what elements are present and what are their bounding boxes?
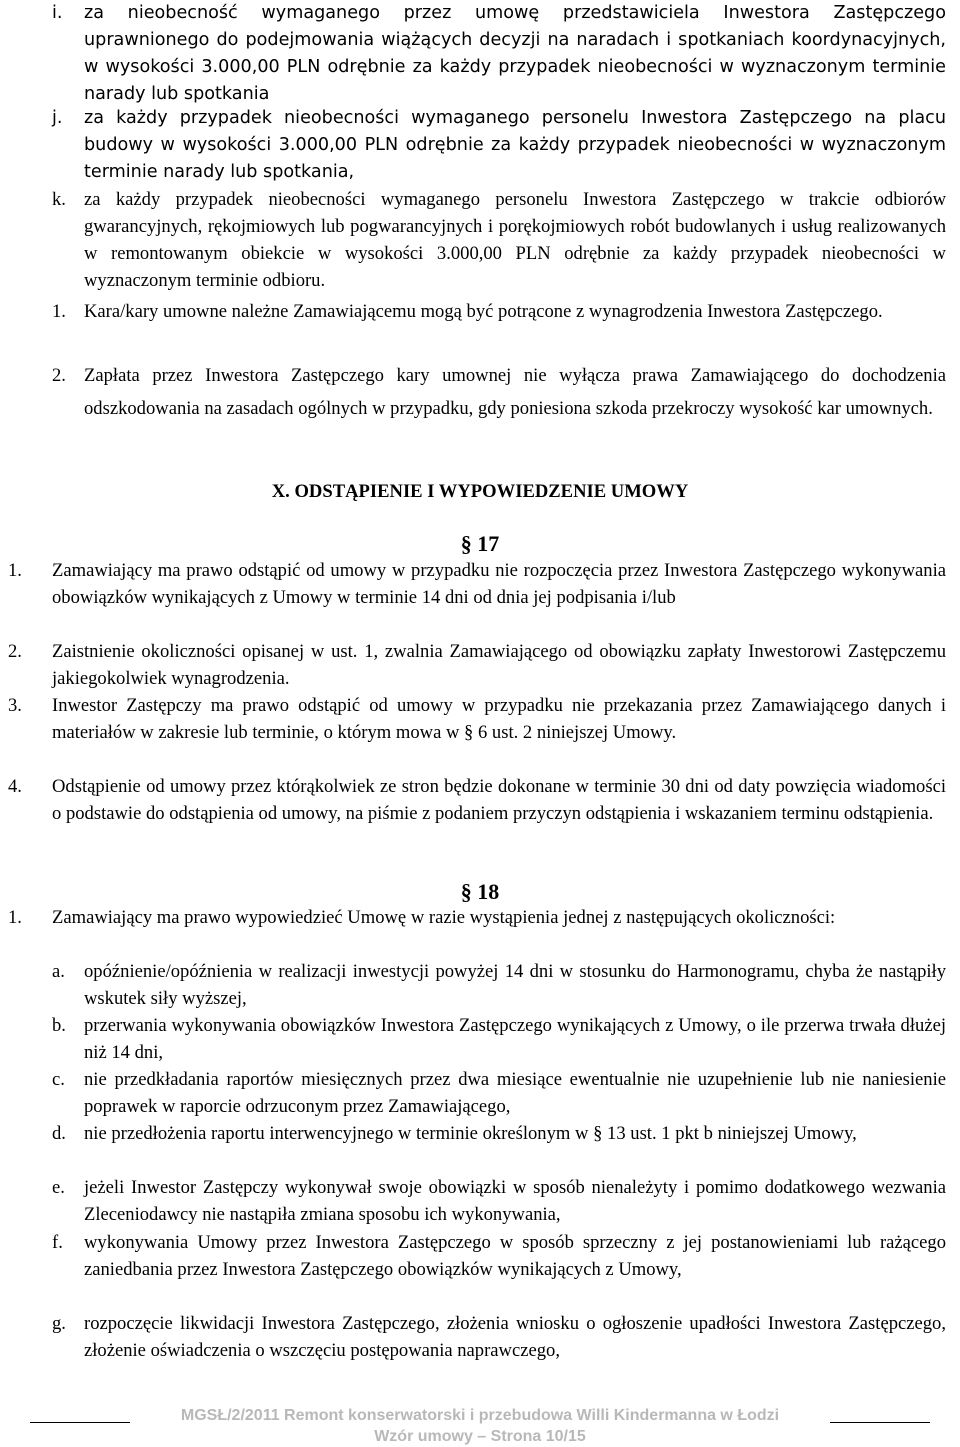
list-item-j	[52, 105, 946, 186]
list-marker: e.	[52, 1177, 65, 1198]
list-marker: i.	[52, 3, 63, 23]
list-marker: f.	[52, 1232, 63, 1253]
paragraph-18-title: § 18	[460, 879, 500, 904]
list-text: wykonywania Umowy przez Inwestora Zastępczego w sposób sprzeczny z jej postanowieniami lub rażącego zaniedbania przez Inwestora Zastępczego obowiązków wynikających z Umowy,	[84, 1232, 946, 1280]
list-marker: b.	[52, 1015, 66, 1036]
list-text: nie przedłożenia raportu interwencyjnego w terminie określonym w § 13 ust. 1 pkt b niniejszej Umowy,	[84, 1123, 857, 1144]
list-text: Zamawiający ma prawo wypowiedzieć Umowę w razie wystąpienia jednej z następujących okoliczności:	[52, 907, 836, 928]
list-text: za nieobecność wymaganego przez umowę przedstawiciela Inwestora Zastępczego uprawnionego do podejmowania wiążących decyzji na naradach i spotkaniach koordynacyjnych, w wysokości 3.000,00 PLN odrębnie za każdy przypadek nieobecności w wyznaczonym terminie narady lub spotkania	[84, 3, 946, 104]
list-marker: g.	[52, 1313, 66, 1334]
list-marker: k.	[52, 189, 66, 210]
list-item-2	[52, 359, 946, 425]
list-marker: c.	[52, 1069, 65, 1090]
list-text: Kara/kary umowne należne Zamawiającemu mogą być potrącone z wynagrodzenia Inwestora Zastępczego.	[84, 301, 883, 322]
list-text: Odstąpienie od umowy przez którąkolwiek ze stron będzie dokonane w terminie 30 dni od daty powzięcia wiadomości o podstawie do odstąpienia od umowy, na piśmie z podaniem przyczyn odstąpienia i wskazaniem terminu odstąpienia.	[52, 776, 946, 824]
list-text: jeżeli Inwestor Zastępczy wykonywał swoje obowiązki w sposób nienależyty i pomimo dodatkowego wezwania Zleceniodawcy nie nastąpiła zmiana sposobu ich wykonywania,	[84, 1177, 946, 1225]
list-text: za każdy przypadek nieobecności wymaganego personelu Inwestora Zastępczego w trakcie odbiorów gwarancyjnych, rękojmiowych lub pogwarancyjnych i porękojmiowych robót budowlanych i usług realizowanych w remontowanym obiekcie w wysokości 3.000,00 PLN odrębnie za każdy przypadek nieobecności w wyznaczonym terminie odbioru.	[84, 189, 946, 291]
list-marker: 1.	[8, 560, 22, 581]
p17-item-2	[8, 638, 946, 692]
list-text: opóźnienie/opóźnienia w realizacji inwestycji powyżej 14 dni w stosunku do Harmonogramu, chyba że nastąpiły wskutek siły wyższej,	[84, 961, 946, 1009]
list-marker: 3.	[8, 695, 22, 716]
p18-item-1	[8, 904, 946, 931]
list-text: Zaistnienie okoliczności opisanej w ust. 1, zwalnia Zamawiającego od obowiązku zapłaty Inwestorowi Zastępczemu jakiegokolwiek wynagrodzenia.	[52, 641, 946, 689]
list-marker: 1.	[52, 301, 66, 322]
list-text: przerwania wykonywania obowiązków Inwestora Zastępczego wynikających z Umowy, o ile przerwa trwała dłużej niż 14 dni,	[84, 1015, 946, 1063]
footer-page-number: Wzór umowy – Strona 10/15	[374, 1428, 586, 1445]
list-text: za każdy przypadek nieobecności wymaganego personelu Inwestora Zastępczego na placu budowy w wysokości 3.000,00 PLN odrębnie za każdy przypadek nieobecności w wyznaczonym terminie narady lub spotkania,	[84, 108, 946, 182]
paragraph-17-title: § 17	[460, 531, 500, 556]
p18-item-c	[52, 1066, 946, 1120]
list-marker: 1.	[8, 907, 22, 928]
p18-item-f	[52, 1229, 946, 1283]
list-marker: d.	[52, 1123, 66, 1144]
p17-item-4	[8, 773, 946, 827]
list-marker: j.	[52, 108, 63, 128]
p18-item-b	[52, 1012, 946, 1066]
p17-item-1	[8, 557, 946, 611]
list-marker: a.	[52, 961, 65, 982]
list-text: Inwestor Zastępczy ma prawo odstąpić od umowy w przypadku nie przekazania przez Zamawiającego danych i materiałów w zakresie lub terminie, o którym mowa w § 6 ust. 2 niniejszej Umowy.	[52, 695, 946, 743]
list-text: rozpoczęcie likwidacji Inwestora Zastępczego, złożenia wniosku o ogłoszenie upadłości Inwestora Zastępczego, złożenie oświadczenia o wszczęciu postępowania naprawczego,	[84, 1313, 946, 1361]
p18-item-d	[52, 1120, 946, 1147]
list-marker: 2.	[8, 641, 22, 662]
section-heading: X. ODSTĄPIENIE I WYPOWIEDZENIE UMOWY	[271, 481, 689, 502]
p18-item-a	[52, 958, 946, 1012]
list-item-1	[52, 295, 946, 328]
list-text: nie przedkładania raportów miesięcznych przez dwa miesiące ewentualnie nie uzupełnienie lub nie naniesienie poprawek w raporcie odrzuconym przez Zamawiającego,	[84, 1069, 946, 1117]
list-marker: 4.	[8, 776, 22, 797]
p17-item-3	[8, 692, 946, 746]
list-item-i	[52, 0, 946, 108]
list-text: Zapłata przez Inwestora Zastępczego kary umownej nie wyłącza prawa Zamawiającego do dochodzenia odszkodowania na zasadach ogólnych w przypadku, gdy poniesiona szkoda przekroczy wysokość kar umownych.	[84, 365, 946, 419]
footer-title: MGSŁ/2/2011 Remont konserwatorski i przebudowa Willi Kindermanna w Łodzi	[180, 1407, 780, 1424]
list-text: Zamawiający ma prawo odstąpić od umowy w przypadku nie rozpoczęcia przez Inwestora Zastępczego wykonywania obowiązków wynikających z Umowy w terminie 14 dni od dnia jej podpisania i/lub	[52, 560, 946, 608]
p18-item-e	[52, 1174, 946, 1228]
list-marker: 2.	[52, 365, 66, 386]
list-item-k	[52, 186, 946, 294]
p18-item-g	[52, 1310, 946, 1364]
